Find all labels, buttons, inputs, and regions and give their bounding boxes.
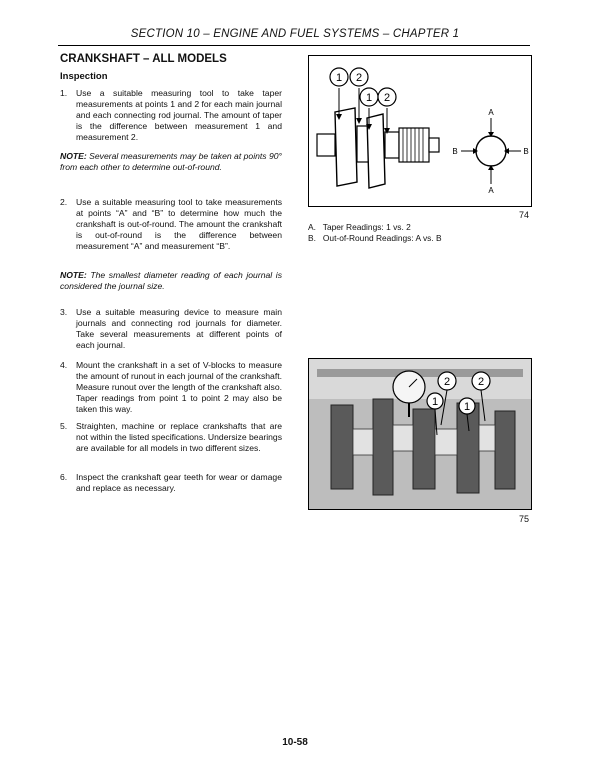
note-label: NOTE: [60, 270, 87, 280]
point-a-bottom: A [488, 186, 494, 195]
crankshaft-taper-illustration [309, 56, 531, 206]
callout-1: 1 [431, 396, 439, 408]
note-text: Several measurements may be taken at points 90° from each other to determine out-of-round. [60, 151, 282, 172]
inspection-subheading: Inspection [60, 71, 108, 82]
step-text: Use a suitable measuring tool to take taper measurements at points 1 and 2 for each main journal and each connecting rod journal. The amount of taper is the difference between measurement 1 and measurement 2. [76, 88, 282, 142]
page-number: 10-58 [282, 737, 308, 748]
point-b-right: B [523, 147, 529, 156]
section-title: CRANKSHAFT – ALL MODELS [60, 53, 227, 65]
note-2 [60, 270, 282, 292]
note-1 [60, 151, 282, 173]
step-4 [60, 360, 282, 415]
step-text: Straighten, machine or replace crankshafts that are not within the listed specifications. Undersize bearings are available for all models in two different sizes. [76, 421, 282, 453]
step-number: 3. [60, 307, 68, 317]
note-label: NOTE: [60, 151, 87, 161]
step-text: Use a suitable measuring device to measure main journals and connecting rod journals for diameter. Take several measurements at different points of each journal. [76, 307, 282, 350]
figure-74-legend [308, 222, 442, 244]
figure-74-taper-diagram [308, 55, 532, 207]
step-1 [60, 88, 282, 143]
legend-key: B. [308, 233, 316, 243]
callout-2: 2 [355, 72, 363, 84]
point-b-left: B [452, 147, 458, 156]
callout-1: 1 [463, 401, 471, 413]
legend-item-b [308, 233, 442, 244]
step-text: Mount the crankshaft in a set of V-blocks to measure the amount of runout in each journal of the crankshaft. Measure runout over the length of the crankshaft also. Taper readings from point 1 to point 2 may also be taken this way. [76, 360, 282, 414]
legend-item-a [308, 222, 442, 233]
step-text: Inspect the crankshaft gear teeth for wear or damage and replace as necessary. [76, 472, 282, 493]
step-number: 6. [60, 472, 68, 482]
section-header: SECTION 10 – ENGINE AND FUEL SYSTEMS – CHAPTER 1 [130, 28, 460, 40]
step-6 [60, 472, 282, 494]
callout-2: 2 [443, 376, 451, 388]
callout-2: 2 [383, 92, 391, 104]
legend-text: Taper Readings: 1 vs. 2 [322, 222, 411, 232]
callout-1: 1 [365, 92, 373, 104]
figure-75-runout-photo [308, 358, 532, 510]
crankshaft-v-block-illustration [309, 359, 531, 509]
note-text: The smallest diameter reading of each journal is considered the journal size. [60, 270, 283, 291]
legend-key: A. [308, 222, 316, 232]
step-text: Use a suitable measuring tool to take measurements at points “A” and “B” to determine how much the crankshaft is out-of-round. The amount the crankshaft is out-of-round is the difference between measurement “A” and measurement “B”. [76, 197, 282, 251]
figure-74-number: 74 [519, 210, 530, 220]
step-number: 2. [60, 197, 68, 207]
legend-text: Out-of-Round Readings: A vs. B [322, 233, 442, 243]
step-number: 4. [60, 360, 68, 370]
step-number: 5. [60, 421, 68, 431]
callout-1: 1 [335, 72, 343, 84]
step-5 [60, 421, 282, 454]
header-rule [58, 45, 530, 46]
step-number: 1. [60, 88, 68, 98]
step-3 [60, 307, 282, 351]
step-2 [60, 197, 282, 252]
figure-75-number: 75 [519, 514, 530, 524]
callout-2: 2 [477, 376, 485, 388]
point-a-top: A [488, 108, 494, 117]
